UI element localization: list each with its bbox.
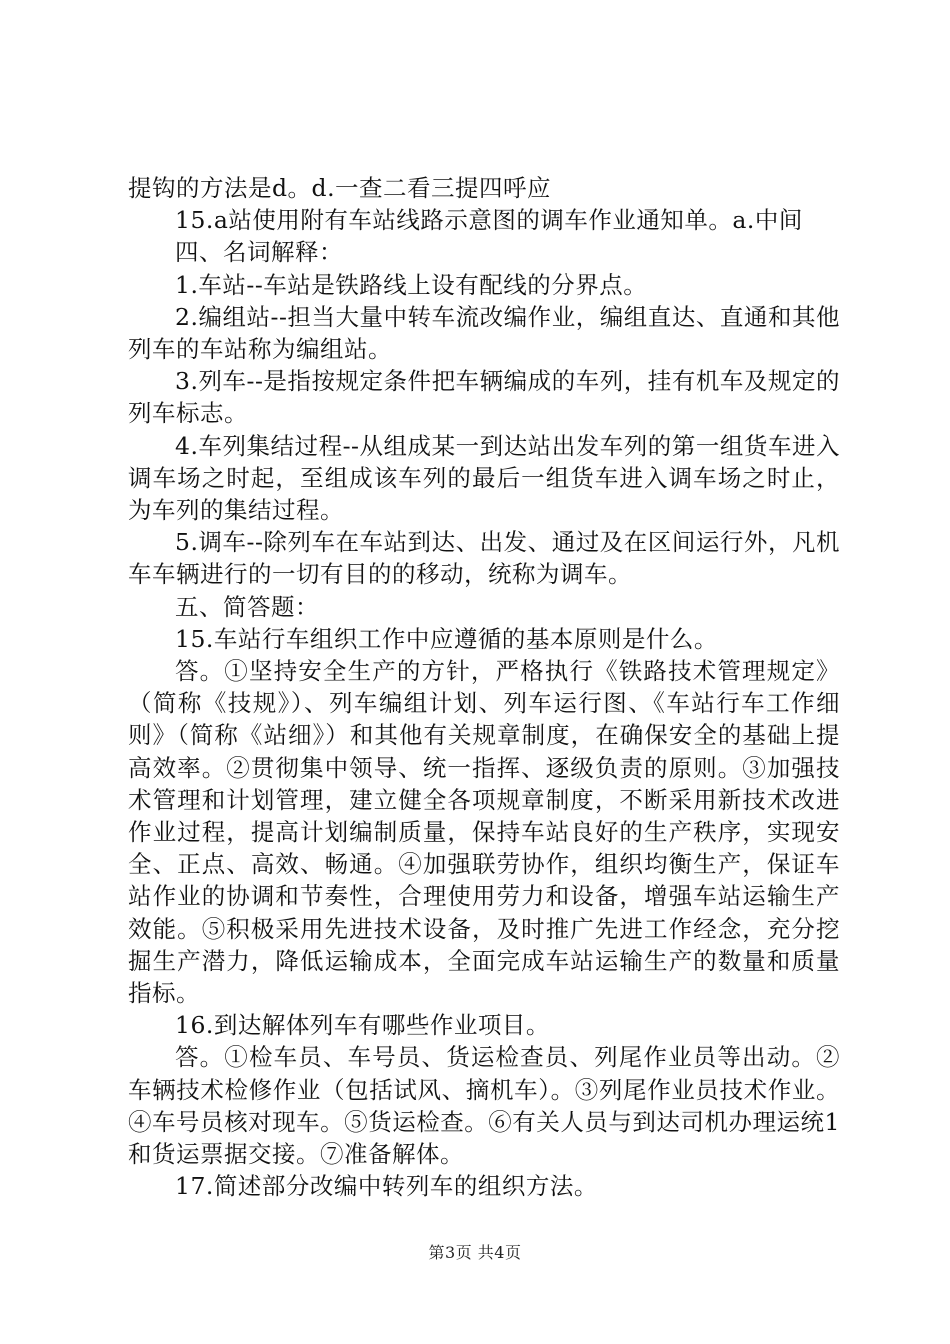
paragraph: 答。①检车员、车号员、货运检查员、列尾作业员等出动。②车辆技术检修作业（包括试风、摘机车）。③列尾作业员技术作业。④车号员核对现车。⑤货运检查。⑥有关人员与到达司机办理运统1和货运票据交接。⑦准备解体。: [128, 1043, 840, 1169]
paragraph: 五、简答题：: [175, 592, 319, 621]
document-body: [128, 172, 840, 1203]
paragraph: 15.a站使用附有车站线路示意图的调车作业通知单。a.中间: [175, 206, 803, 235]
paragraph: 四、名词解释：: [175, 238, 343, 267]
paragraph: 答。①坚持安全生产的方针，严格执行《铁路技术管理规定》（简称《技规》）、列车编组计划、列车运行图、《车站行车工作细则》（简称《站细》）和其他有关规章制度，在确保安全的基础上提高效率。②贯彻集中领导、统一指挥、逐级负责的原则。③加强技术管理和计划管理，建立健全各项规章制度，不断采用新技术改进作业过程，提高计划编制质量，保持车站良好的生产秩序，实现安全、正点、高效、畅通。④加强联劳协作，组织均衡生产，保证车站作业的协调和节奏性，合理使用劳力和设备，增强车站运输生产效能。⑤积极采用先进技术设备，及时推广先进工作经念，充分挖掘生产潜力，降低运输成本，全面完成车站运输生产的数量和质量指标。: [128, 657, 840, 1008]
paragraph: 4.车列集结过程--从组成某一到达站出发车列的第一组货车进入调车场之时起，至组成该车列的最后一组货车进入调车场之时止，为车列的集结过程。: [128, 431, 840, 525]
paragraph: 16.到达解体列车有哪些作业项目。: [175, 1011, 550, 1040]
paragraph: 5.调车--除列车在车站到达、出发、通过及在区间运行外，凡机车车辆进行的一切有目的的移动，统称为调车。: [128, 528, 840, 589]
page-footer: 第3页 共4页: [428, 1243, 522, 1262]
paragraph: 2.编组站--担当大量中转车流改编作业，编组直达、直通和其他列车的车站称为编组站。: [128, 302, 840, 364]
paragraph: 3.列车--是指按规定条件把车辆编成的车列，挂有机车及规定的列车标志。: [128, 367, 840, 428]
paragraph: 15.车站行车组织工作中应遵循的基本原则是什么。: [175, 624, 718, 653]
paragraph: 1.车站--车站是铁路线上设有配线的分界点。: [175, 270, 648, 299]
paragraph: 提钩的方法是d。d.一查二看三提四呼应: [128, 174, 552, 202]
paragraph: 17.简述部分改编中转列车的组织方法。: [175, 1172, 598, 1201]
